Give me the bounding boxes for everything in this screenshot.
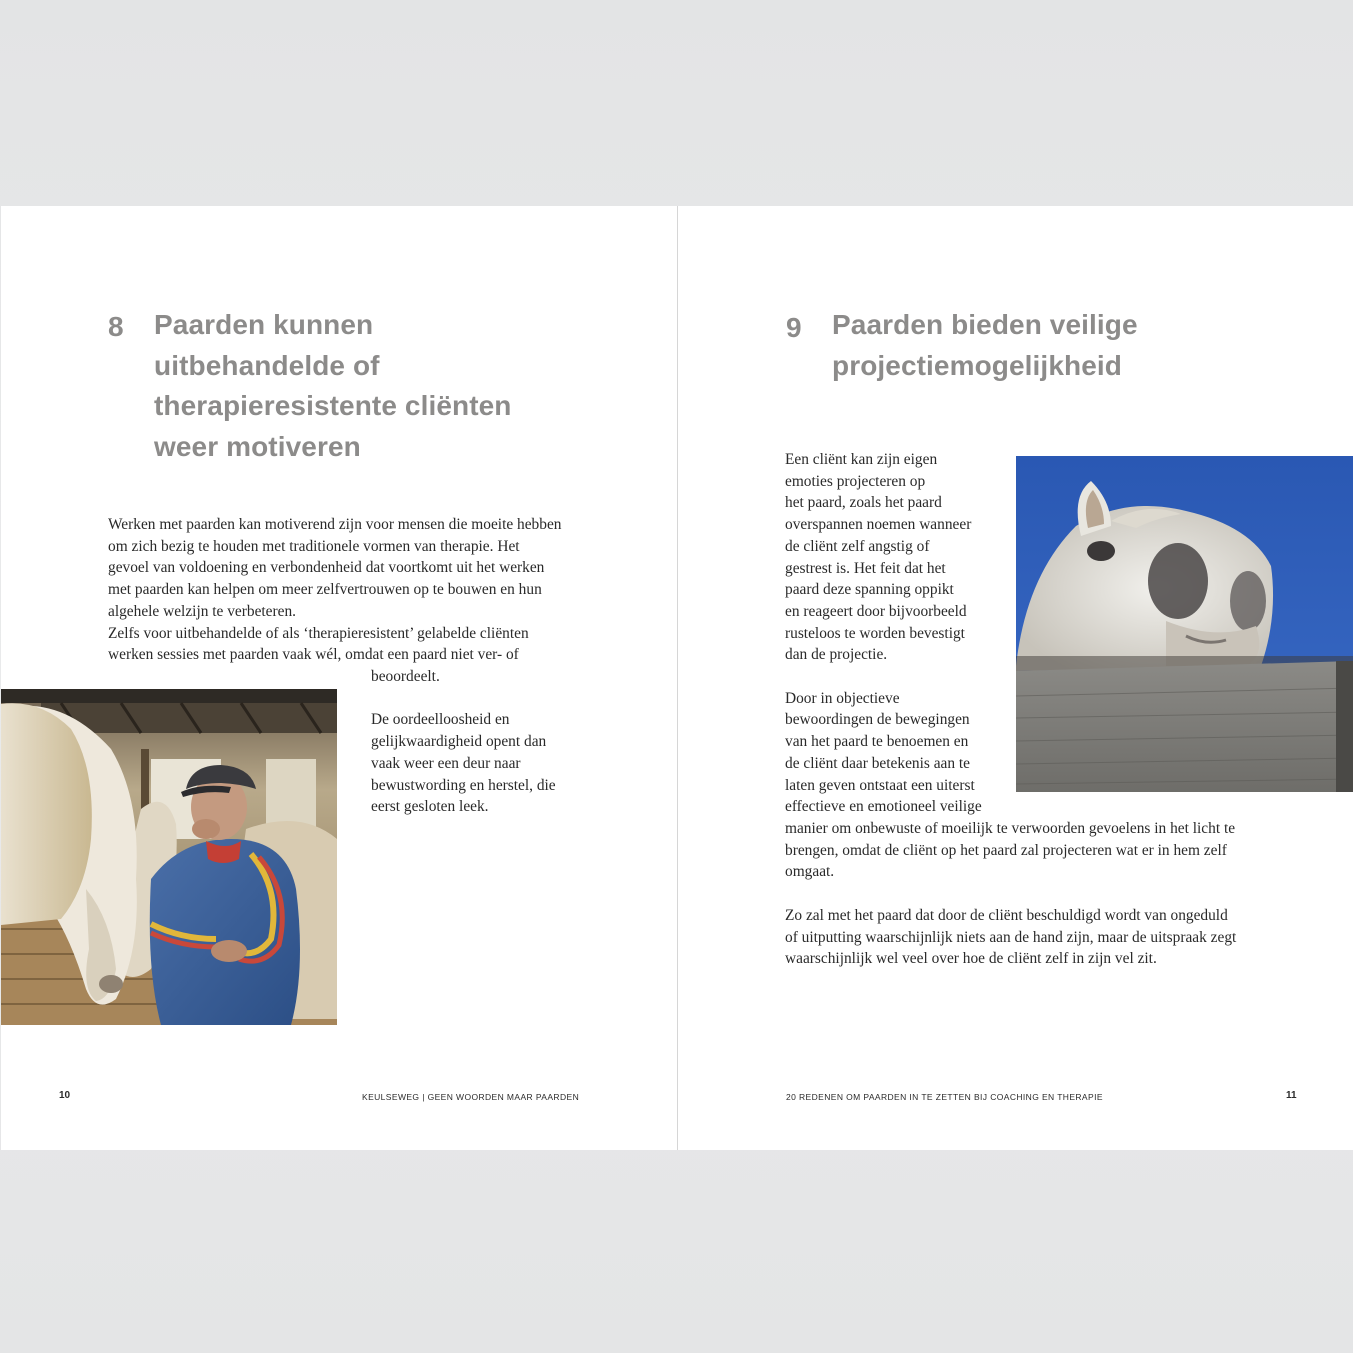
- text-line: het paard, zoals het paard: [785, 494, 942, 512]
- page-number: 10: [59, 1090, 71, 1101]
- body-paragraph: [108, 514, 561, 666]
- title-line: projectiemogelijkheid: [832, 349, 1122, 381]
- text-line: Zo zal met het paard dat door de cliënt beschuldigd wordt van ongeduld: [785, 906, 1228, 924]
- title-line: therapieresistente cliënten: [154, 390, 512, 422]
- chapter-number: 9: [786, 312, 802, 343]
- title-line: uitbehandelde of: [154, 349, 380, 381]
- text-line: Zelfs voor uitbehandelde of als ‘therapieresistent’ gelabelde cliënten: [108, 624, 529, 642]
- text-line: paard deze spanning oppikt: [785, 581, 954, 599]
- page-number: 11: [1286, 1090, 1297, 1101]
- text-line: effectieve en emotioneel veilige: [785, 798, 982, 816]
- text-line: gestrest is. Het feit dat het: [785, 559, 946, 577]
- man-with-horses-photo: [1, 689, 337, 1025]
- text-line: met paarden kan helpen om meer zelfvertrouwen op te bouwen en hun: [108, 581, 542, 599]
- horse-over-fence-photo: [1016, 456, 1353, 792]
- text-line: manier om onbewuste of moeilijk te verwoorden gevoelens in het licht te: [785, 820, 1236, 837]
- chapter-number: 8: [108, 311, 124, 342]
- text-line: algehele welzijn te verbeteren.: [108, 602, 297, 620]
- text-line: en reageert door bijvoorbeeld: [785, 602, 967, 620]
- text-line: eerst gesloten leek.: [371, 798, 489, 816]
- text-line: De oordeelloosheid en: [371, 711, 510, 729]
- text-line: bewoordingen de bewegingen: [785, 711, 970, 729]
- body-paragraph-continued: [371, 666, 556, 818]
- text-line: brengen, omdat de cliënt op het paard zal projecteren wat er in hem zelf: [785, 841, 1227, 859]
- chapter-title: [832, 305, 1138, 386]
- text-line: beoordeelt.: [371, 668, 440, 685]
- text-line: rusteloos te worden bevestigt: [785, 624, 965, 642]
- chapter-title: [154, 305, 512, 468]
- text-line: werken sessies met paarden vaak wél, omdat een paard niet ver- of: [108, 646, 519, 664]
- running-title: 20 REDENEN OM PAARDEN IN TE ZETTEN BIJ COACHING EN THERAPIE: [786, 1092, 1103, 1102]
- text-line: Werken met paarden kan motiverend zijn voor mensen die moeite hebben: [108, 516, 562, 533]
- full-width-text: [785, 818, 1236, 970]
- text-line: waarschijnlijk wel veel over hoe de cliënt zelf in zijn vel zit.: [785, 950, 1157, 968]
- text-line: om zich bezig te houden met traditionele vormen van therapie. Het: [108, 537, 520, 555]
- text-line: of uitputting waarschijnlijk niets aan de hand zijn, maar de uitspraak zegt: [785, 928, 1237, 946]
- left-page: [1, 206, 677, 1150]
- book-spread: [1, 206, 1353, 1150]
- running-title: KEULSEWEG | GEEN WOORDEN MAAR PAARDEN: [362, 1092, 580, 1102]
- text-line: emoties projecteren op: [785, 472, 926, 490]
- title-line: weer motiveren: [154, 431, 361, 463]
- text-line: gelijkwaardigheid opent dan: [371, 733, 547, 751]
- text-line: gevoel van voldoening en verbondenheid dat voortkomt uit het werken: [108, 559, 545, 577]
- text-line: van het paard te benoemen en: [785, 733, 969, 751]
- text-line: de cliënt zelf angstig of: [785, 537, 930, 555]
- title-line: Paarden kunnen: [154, 309, 374, 340]
- text-line: Een cliënt kan zijn eigen: [785, 451, 938, 468]
- text-line: overspannen noemen wanneer: [785, 516, 972, 534]
- narrow-column-text: [785, 449, 982, 818]
- text-line: bewustwording en herstel, die: [371, 776, 556, 794]
- right-page: [678, 206, 1353, 1150]
- text-line: vaak weer een deur naar: [371, 754, 521, 772]
- title-line: Paarden bieden veilige: [832, 309, 1138, 340]
- text-line: laten geven ontstaat een uiterst: [785, 776, 975, 794]
- text-line: Door in objectieve: [785, 689, 900, 707]
- text-line: omgaat.: [785, 863, 835, 881]
- text-line: dan de projectie.: [785, 646, 888, 664]
- text-line: de cliënt daar betekenis aan te: [785, 754, 971, 772]
